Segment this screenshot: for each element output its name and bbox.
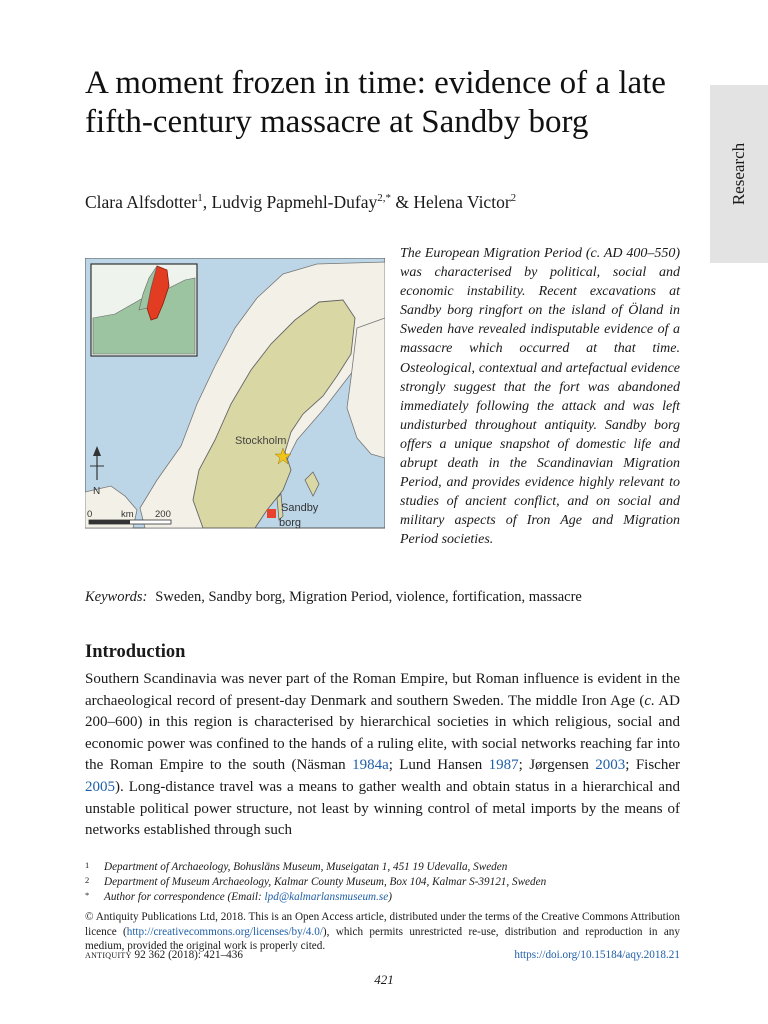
citation-link[interactable]: 2005 xyxy=(85,778,115,795)
footnote-row xyxy=(85,860,680,875)
journal-name: antiquity xyxy=(85,949,132,961)
journal-citation xyxy=(85,949,243,961)
abstract-text: The European Migration Period (c. AD 400–550) was characterised by political, social and economic instability. Recent excavations at Sandby borg ringfort on the island of Öland in Sweden have revealed indisputable evidence of a massacre which occurred at that time. Osteological, contextual and artefactual evidence strongly suggest that the fort was abandoned immediately following the attack and was left undisturbed throughout antiquity. Sandby borg offers a unique snapshot of domestic life and abrupt death in the Scandinavian Migration Period, and provides evidence highly relevant to studies of ancient conflict, and on social and military aspects of Iron Age and Migration Period societies. xyxy=(400,246,680,548)
location-map xyxy=(85,258,385,570)
introduction-paragraph: Southern Scandinavia was never part of the Roman Empire, but Roman influence is evident in the archaeological record of present-day Denmark and southern Sweden. The middle Iron Age (c. AD 200–600) in this region is characterised by hierarchical societies in which religious, social and economic power was confined to the hands of a ruling elite, with social networks reaching far into the Roman Empire to the south (Näsman 1984a; Lund Hansen 1987; Jørgensen 2003; Fischer 2005). Long-distance travel was a means to gather wealth and obtain status in a hierarchical and unstable political power structure, not least by winning control of metal imports by the means of networks established through such xyxy=(85,671,680,839)
footnote-row xyxy=(85,875,680,890)
citation-link[interactable]: 1984a xyxy=(352,757,389,774)
citation-link[interactable]: 1987 xyxy=(488,757,519,774)
keywords-list: Sweden, Sandby borg, Migration Period, violence, fortification, massacre xyxy=(155,589,582,605)
page-number: 421 xyxy=(374,972,394,987)
author-name: Helena Victor xyxy=(413,192,511,212)
footnote-mark: 2 xyxy=(85,875,90,885)
author-affiliation-mark: 1 xyxy=(197,192,203,205)
doi-link[interactable]: https://doi.org/10.15184/aqy.2018.21 xyxy=(514,949,680,961)
footnote-text: Department of Archaeology, Bohusläns Museum, Museigatan 1, 451 19 Udevalla, Sweden xyxy=(104,861,508,873)
author-name: Ludvig Papmehl-Dufay xyxy=(211,192,378,212)
affiliation-footnotes xyxy=(85,860,680,905)
author-affiliation-mark: 2,* xyxy=(377,192,391,205)
sandby-label-line1: Sandby xyxy=(281,502,319,514)
keywords-label: Keywords: xyxy=(85,589,148,605)
article-title: A moment frozen in time: evidence of a late fifth-century massacre at Sandby borg xyxy=(85,65,666,140)
research-section-tab xyxy=(710,85,768,263)
footnote-mark: * xyxy=(85,890,90,900)
scale-bar-segment xyxy=(89,520,130,524)
stockholm-label: Stockholm xyxy=(235,435,287,447)
journal-volume-pages: 92 362 (2018): 421–436 xyxy=(131,949,243,961)
sandby-borg-marker xyxy=(267,509,276,518)
author-list xyxy=(85,192,516,213)
author-separator: , xyxy=(202,192,212,212)
license-notice: © Antiquity Publications Ltd, 2018. This is an Open Access article, distributed under the terms of the Creative Commons Attribution licence (http://creativecommons.org/licenses/by/4.0/), which permits unrestricted re-use, distribution and reproduction in any medium, provided the original work is properly cited. xyxy=(85,911,680,952)
scale-start-label: 0 xyxy=(87,509,93,520)
sandby-label-line2: borg xyxy=(279,517,302,529)
citation-link[interactable]: 2003 xyxy=(595,757,626,774)
scale-unit-label: km xyxy=(121,509,134,520)
author-affiliation-mark: 2 xyxy=(510,192,517,205)
keywords-line xyxy=(85,589,582,606)
correspondence-footnote: * Author for correspondence (Email: lpd@kalmarlansmuseum.se) xyxy=(85,890,392,903)
north-label: N xyxy=(93,486,101,497)
research-tab-label: Research xyxy=(729,142,748,206)
footnote-text: Department of Museum Archaeology, Kalmar County Museum, Box 104, Kalmar S-39121, Sweden xyxy=(104,876,547,888)
footnote-mark: 1 xyxy=(85,860,90,870)
correspondence-email-link[interactable]: lpd@kalmarlansmuseum.se xyxy=(264,891,389,903)
license-url-link[interactable]: http://creativecommons.org/licenses/by/4.0/ xyxy=(126,925,323,938)
author-separator: & xyxy=(391,192,414,212)
scale-end-label: 200 xyxy=(155,509,171,520)
author-name: Clara Alfsdotter xyxy=(85,192,198,212)
introduction-heading: Introduction xyxy=(85,642,186,662)
